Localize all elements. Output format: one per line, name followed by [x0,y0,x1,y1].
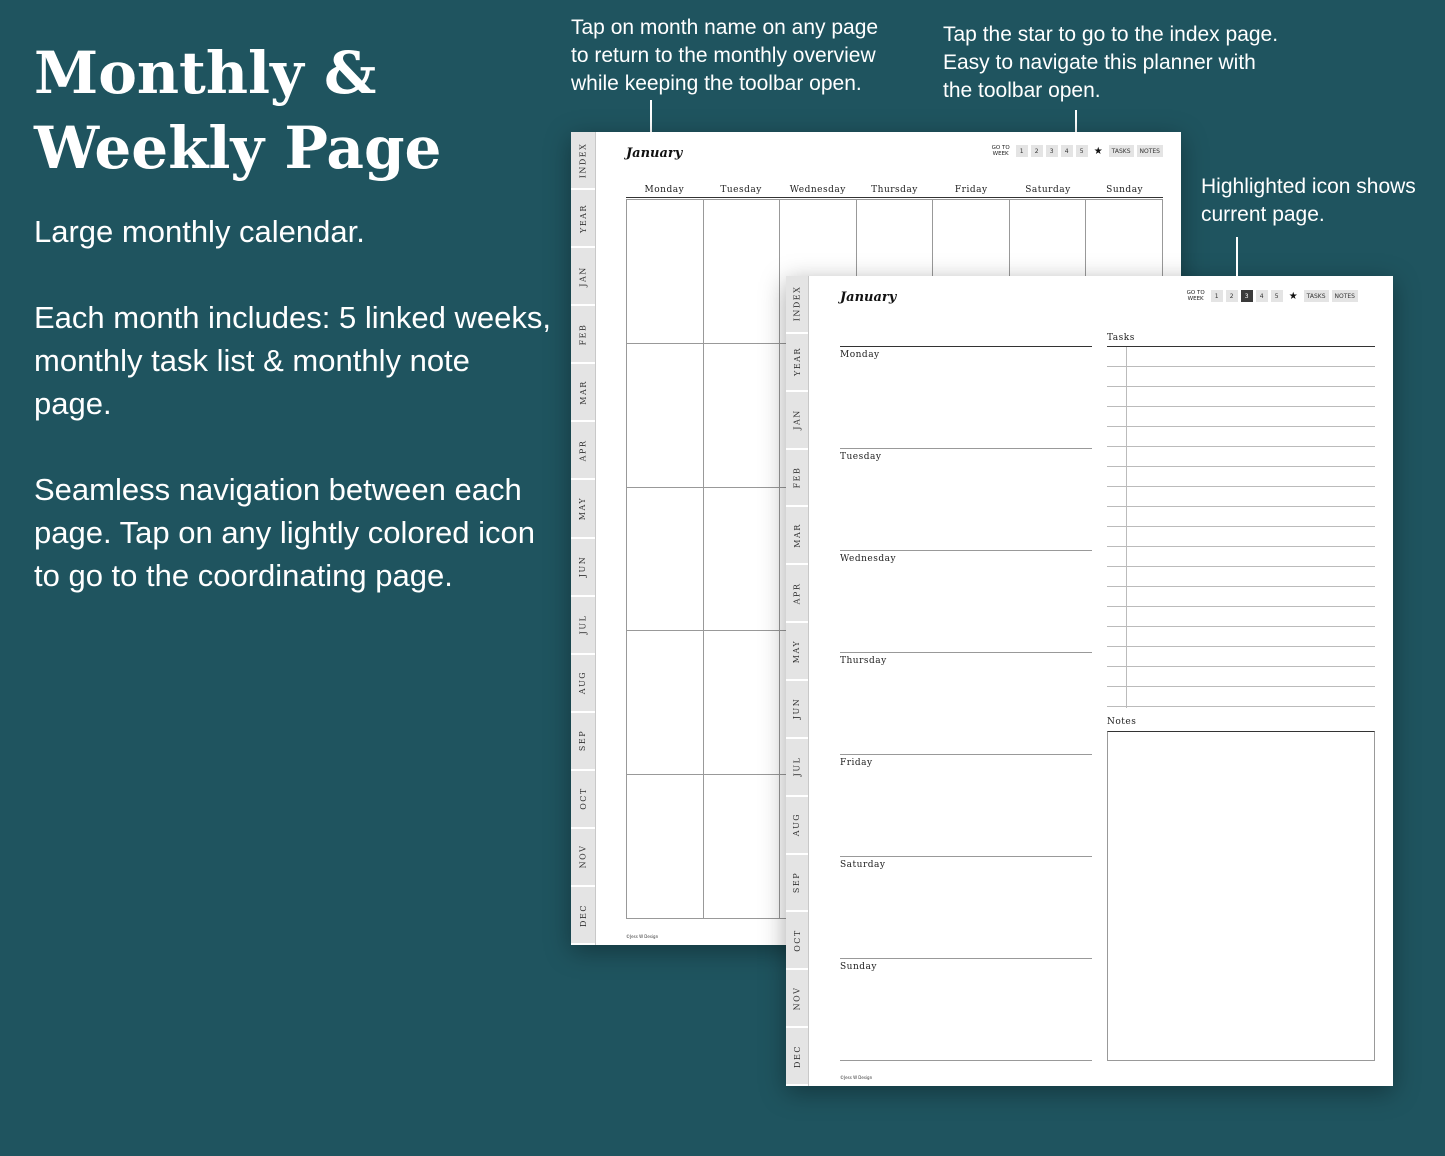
side-tab-label: JUL [792,756,802,777]
side-tab-label: APR [578,439,588,462]
side-tab-label: MAY [792,639,802,663]
callout-month-name: Tap on month name on any page to return to the monthly overview while keeping the toolbar open. [571,16,879,95]
side-tab-label: INDEX [578,142,588,178]
toolbar [1187,290,1358,302]
calendar-day-cell[interactable] [704,343,781,487]
side-tab-label: MAR [792,523,802,548]
notes-area[interactable] [1107,731,1375,1061]
week-4-button[interactable]: 4 [1256,290,1268,302]
side-tab-apr[interactable] [786,565,808,623]
side-tab-label: DEC [792,1044,802,1068]
side-tab-sep[interactable] [786,855,808,913]
side-tab-jan[interactable] [571,248,595,306]
side-tab-aug[interactable] [786,797,808,855]
side-tab-label: JAN [578,265,588,287]
side-tab-bar [786,276,809,1086]
calendar-day-cell[interactable] [627,343,704,487]
week-day-thursday: Thursday [840,653,1092,755]
paragraph-navigation: Seamless navigation between each page. Tap on any lightly colored icon to go to the coordinating page. [34,472,535,593]
side-tab-label: SEP [792,871,802,894]
go-to-week-label: GO TO WEEK [1186,290,1205,302]
side-tab-label: JUN [792,698,802,720]
footer-copyright: ©Jess W Design [840,1075,873,1080]
week-day-list [840,346,1092,1061]
side-tab-label: MAR [578,380,588,405]
week-day-tuesday: Tuesday [840,449,1092,551]
side-tab-may[interactable] [571,480,595,538]
side-tab-label: YEAR [578,203,588,233]
side-tab-index[interactable] [786,276,808,334]
weekday-header: Tuesday [720,185,762,195]
week-3-button-active[interactable]: 3 [1241,290,1253,302]
side-tab-label: JAN [792,409,802,430]
side-tab-nov[interactable] [786,970,808,1028]
week-3-button[interactable]: 3 [1046,145,1058,157]
side-tab-feb[interactable] [786,450,808,508]
week-2-button[interactable]: 2 [1031,145,1043,157]
calendar-day-cell[interactable] [627,487,704,631]
side-tab-jul[interactable] [786,739,808,797]
side-tab-label: DEC [578,903,588,927]
calendar-day-cell[interactable] [627,630,704,774]
side-tab-label: NOV [792,986,802,1011]
week-day-saturday: Saturday [840,857,1092,959]
calendar-day-cell[interactable] [704,630,781,774]
side-tab-bar [571,132,596,945]
tasks-button[interactable]: TASKS [1304,290,1329,302]
side-tab-label: NOV [578,845,588,869]
callout-highlight: Highlighted icon shows current page. [1201,175,1416,226]
side-tab-year[interactable] [786,334,808,392]
side-tab-jun[interactable] [786,681,808,739]
paragraph-monthly-calendar: Large monthly calendar. [34,214,365,249]
side-tab-label: INDEX [792,286,802,322]
week-1-button[interactable]: 1 [1211,290,1223,302]
side-tab-index[interactable] [571,132,595,190]
side-tab-label: SEP [578,730,588,752]
callout-star: Tap the star to go to the index page. Easy to navigate this planner with the toolbar open. [943,23,1279,102]
notes-label: Notes [1107,717,1137,727]
weekly-page [786,276,1393,1086]
side-tab-label: FEB [578,323,588,346]
week-2-button[interactable]: 2 [1226,290,1238,302]
week-5-button[interactable]: 5 [1271,290,1283,302]
go-to-week-label: GO TO WEEK [991,145,1010,157]
footer-copyright: ©Jess W Design [626,934,659,939]
side-tab-dec[interactable] [571,887,595,945]
month-title-link[interactable]: January [840,290,897,305]
side-tab-may[interactable] [786,623,808,681]
tasks-list[interactable] [1107,346,1375,708]
month-title-link[interactable]: January [626,146,683,161]
side-tab-jan[interactable] [786,392,808,450]
side-tab-label: APR [792,582,802,605]
calendar-day-cell[interactable] [704,199,781,343]
weekday-header: Thursday [871,185,918,195]
side-tab-sep[interactable] [571,713,595,771]
side-tab-feb[interactable] [571,306,595,364]
side-tab-mar[interactable] [786,507,808,565]
calendar-day-cell[interactable] [704,774,781,918]
tasks-button[interactable]: TASKS [1109,145,1134,157]
side-tab-apr[interactable] [571,422,595,480]
notes-button[interactable]: NOTES [1332,290,1358,302]
weekday-header: Monday [644,185,685,195]
side-tab-jun[interactable] [571,539,595,597]
toolbar [992,145,1163,157]
weekday-header: Friday [954,185,988,195]
star-icon[interactable]: ★ [1288,290,1298,302]
side-tab-jul[interactable] [571,597,595,655]
paragraph-month-contents: Each month includes: 5 linked weeks, monthly task list & monthly note page. [34,300,551,421]
weekday-header: Saturday [1025,185,1071,195]
calendar-day-cell[interactable] [704,487,781,631]
side-tab-year[interactable] [571,190,595,248]
side-tab-label: AUG [578,671,588,695]
weekday-header: Wednesday [789,185,846,195]
side-tab-label: FEB [792,466,802,489]
side-tab-label: JUL [578,614,588,635]
week-day-wednesday: Wednesday [840,551,1092,653]
weekday-header: Sunday [1106,185,1144,195]
headline: Monthly & Weekly Page [34,39,442,182]
week-5-button[interactable]: 5 [1076,145,1088,157]
side-tab-label: YEAR [792,347,802,377]
side-tab-label: OCT [578,787,588,811]
calendar-day-cell[interactable] [627,774,704,918]
tasks-label: Tasks [1107,333,1135,343]
callout-pointer-highlight [1236,237,1238,287]
calendar-day-cell[interactable] [627,199,704,343]
side-tab-mar[interactable] [571,364,595,422]
notes-button[interactable]: NOTES [1137,145,1163,157]
side-tab-oct[interactable] [786,912,808,970]
side-tab-label: MAY [578,496,588,521]
side-tab-label: JUN [578,555,588,578]
week-day-friday: Friday [840,755,1092,857]
side-tab-nov[interactable] [571,829,595,887]
weekday-header-row [626,185,1163,198]
side-tab-oct[interactable] [571,771,595,829]
star-icon[interactable]: ★ [1093,145,1103,157]
week-1-button[interactable]: 1 [1016,145,1028,157]
side-tab-label: AUG [792,812,802,837]
side-tab-label: OCT [792,929,802,952]
week-day-monday: Monday [840,347,1092,449]
week-4-button[interactable]: 4 [1061,145,1073,157]
week-day-sunday: Sunday [840,959,1092,1061]
side-tab-dec[interactable] [786,1028,808,1086]
side-tab-aug[interactable] [571,655,595,713]
